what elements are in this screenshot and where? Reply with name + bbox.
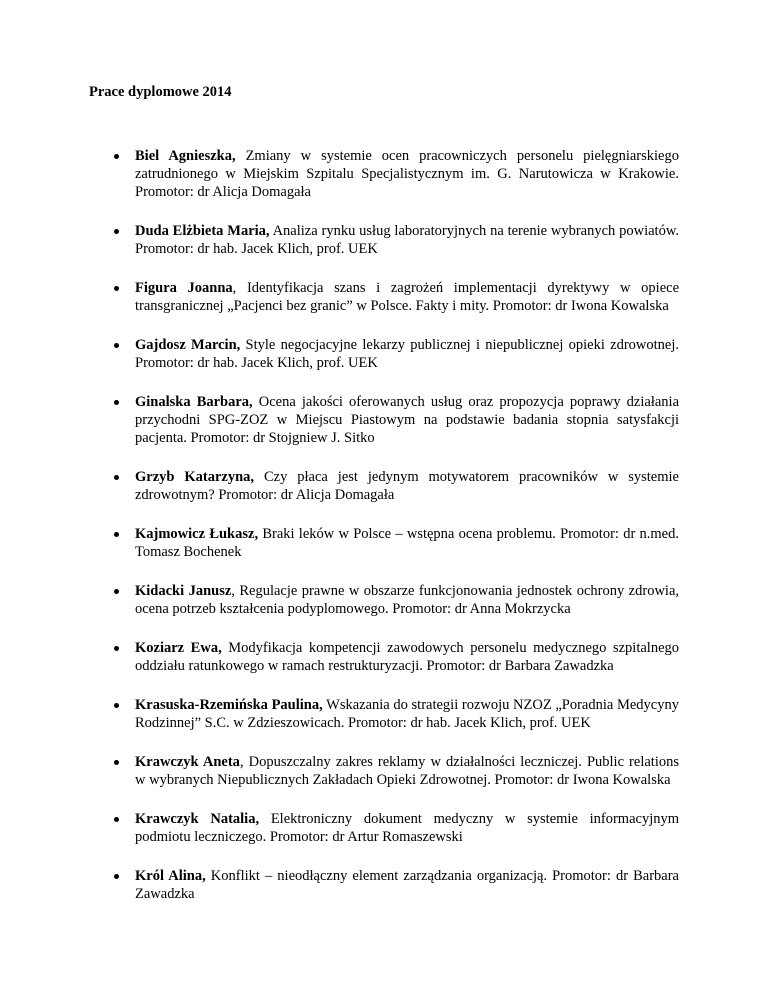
author-name: Kajmowicz Łukasz, [135, 526, 259, 542]
thesis-description: Style negocjacyjne lekarzy publicznej i niepublicznej opieki zdrowotnej. Promotor: dr hab. Jacek Klich, prof. UEK [135, 337, 679, 371]
list-item [89, 753, 679, 789]
list-item [89, 336, 679, 372]
list-item [89, 393, 679, 447]
list-item [89, 279, 679, 315]
author-name: Krasuska-Rzemińska Paulina, [135, 697, 323, 713]
bullet-icon [114, 154, 119, 159]
list-item [89, 582, 679, 618]
thesis-description: , Identyfikacja szans i zagrożeń implementacji dyrektywy w opiece transgranicznej „Pacjenci bez granic” w Polsce. Fakty i mity. Promotor: dr Iwona Kowalska [135, 280, 679, 314]
bullet-icon [114, 475, 119, 480]
author-name: Ginalska Barbara, [135, 394, 253, 410]
list-item [89, 147, 679, 201]
author-name: Biel Agnieszka, [135, 148, 236, 164]
author-name: Figura Joanna [135, 280, 233, 296]
bullet-icon [114, 760, 119, 765]
bullet-icon [114, 646, 119, 651]
bullet-icon [114, 589, 119, 594]
list-item [89, 222, 679, 258]
thesis-list [89, 147, 679, 924]
author-name: Kidacki Janusz [135, 583, 232, 599]
thesis-description: Ocena jakości oferowanych usług oraz propozycja poprawy działania przychodni SPG-ZOZ w Miejscu Piastowym na podstawie badania stopnia satysfakcji pacjenta. Promotor: dr Stojgniew J. Sitko [135, 394, 680, 446]
author-name: Krawczyk Aneta [135, 754, 240, 770]
thesis-description: Braki leków w Polsce – wstępna ocena problemu. Promotor: dr n.med. Tomasz Bochenek [135, 526, 679, 560]
thesis-description: Zmiany w systemie ocen pracowniczych personelu pielęgniarskiego zatrudnionego w Miejskim Szpitalu Specjalistycznym im. G. Narutowicza w Krakowie. Promotor: dr Alicja Domagała [135, 148, 679, 200]
author-name: Duda Elżbieta Maria, [135, 223, 270, 239]
thesis-description: Elektroniczny dokument medyczny w systemie informacyjnym podmiotu leczniczego. Promotor: dr Artur Romaszewski [135, 811, 680, 845]
bullet-icon [114, 817, 119, 822]
thesis-description: Czy płaca jest jedynym motywatorem pracowników w systemie zdrowotnym? Promotor: dr Alicja Domagała [135, 469, 679, 503]
bullet-icon [114, 286, 119, 291]
bullet-icon [114, 874, 119, 879]
list-item [89, 525, 679, 561]
bullet-icon [114, 343, 119, 348]
thesis-description: Konflikt – nieodłączny element zarządzania organizacją. Promotor: dr Barbara Zawadzka [135, 868, 679, 902]
page-title: Prace dyplomowe 2014 [89, 84, 232, 100]
bullet-icon [114, 229, 119, 234]
thesis-description: Analiza rynku usług laboratoryjnych na terenie wybranych powiatów. Promotor: dr hab. Jacek Klich, prof. UEK [135, 223, 679, 257]
author-name: Koziarz Ewa, [135, 640, 222, 656]
author-name: Król Alina, [135, 868, 206, 884]
bullet-icon [114, 400, 119, 405]
list-item [89, 639, 679, 675]
list-item [89, 468, 679, 504]
bullet-icon [114, 703, 119, 708]
thesis-description: , Regulacje prawne w obszarze funkcjonowania jednostek ochrony zdrowia, ocena potrzeb kształcenia podyplomowego. Promotor: dr Anna Mokrzycka [135, 583, 680, 617]
author-name: Gajdosz Marcin, [135, 337, 241, 353]
author-name: Grzyb Katarzyna, [135, 469, 255, 485]
bullet-icon [114, 532, 119, 537]
list-item [89, 867, 679, 903]
list-item [89, 696, 679, 732]
author-name: Krawczyk Natalia, [135, 811, 260, 827]
thesis-description: Wskazania do strategii rozwoju NZOZ „Poradnia Medycyny Rodzinnej” S.C. w Zdzieszowicach. Promotor: dr hab. Jacek Klich, prof. UEK [135, 697, 679, 731]
thesis-description: , Dopuszczalny zakres reklamy w działalności leczniczej. Public relations w wybranych Niepublicznych Zakładach Opieki Zdrowotnej. Promotor: dr Iwona Kowalska [135, 754, 679, 788]
list-item [89, 810, 679, 846]
thesis-description: Modyfikacja kompetencji zawodowych personelu medycznego szpitalnego oddziału ratunkowego w ramach restrukturyzacji. Promotor: dr Barbara Zawadzka [135, 640, 680, 674]
